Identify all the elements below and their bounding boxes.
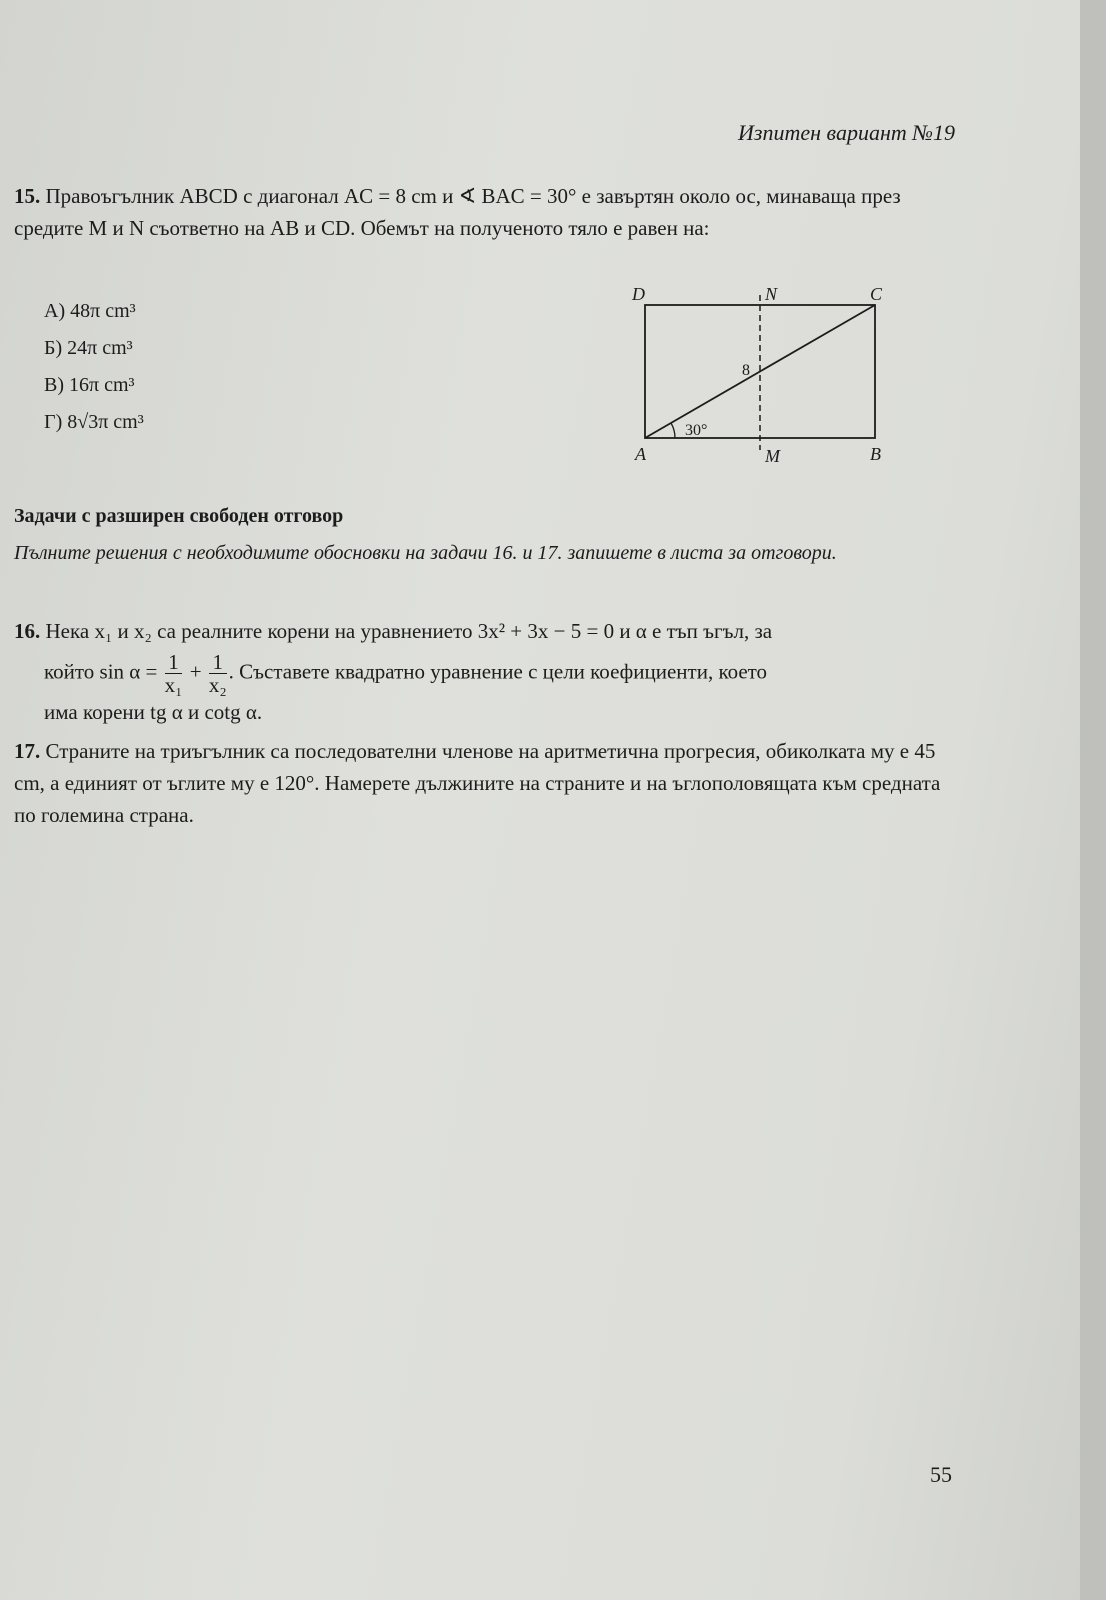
fraction	[209, 651, 227, 696]
option-b: Б) 24π cm³	[44, 337, 133, 359]
label-c: C	[870, 284, 883, 304]
numerator: 1	[212, 650, 223, 674]
label-d: D	[632, 284, 645, 304]
plus-sign: +	[184, 659, 207, 684]
diagonal-length-label: 8	[742, 362, 750, 379]
option-c: В) 16π cm³	[44, 374, 135, 396]
problem-line: има корени tg α и cotg α.	[44, 700, 263, 724]
angle-label: 30°	[685, 422, 708, 439]
problem-number: 16.	[14, 619, 41, 643]
problem-text: Правоъгълник ABCD с диагонал AC = 8 cm и ∢ BAC = 30° е завъртян около ос, минаваща през средите M и N съответно на AB и CD. Обемът на полученото тяло е равен на:	[14, 184, 901, 240]
label-n: N	[765, 284, 778, 304]
problem-text: Страните на триъгълник са последователни членове на аритметична прогресия, обиколката му е 45 cm, а единият от ъглите му е 120°. Намерете дължините на страните и на ъглополовящата към средната по големина страна.	[14, 739, 941, 827]
label-b: B	[870, 444, 881, 464]
page-header: Изпитен вариант №19	[738, 120, 955, 145]
label-m: M	[765, 446, 780, 466]
option-a: А) 48π cm³	[44, 300, 136, 322]
rectangle-figure	[620, 280, 910, 470]
label-a: A	[635, 444, 646, 464]
problem-line: Нека x₁ и x₂ са реалните корени на уравнението 3x² + 3x − 5 = 0 и α е тъп ъгъл, за	[45, 619, 773, 643]
problem-line: . Съставете квадратно уравнение с цели коефициенти, което	[228, 659, 768, 684]
option-d: Г) 8√3π cm³	[44, 411, 144, 433]
denominator: x₂	[208, 673, 227, 697]
problem-line: който sin α =	[44, 659, 163, 684]
problem-15	[14, 180, 959, 244]
numerator: 1	[168, 650, 179, 674]
page-number: 55	[930, 1462, 952, 1487]
problem-16	[14, 615, 959, 728]
problem-number: 15.	[14, 184, 41, 208]
problem-17	[14, 735, 959, 831]
section-title: Задачи с разширен свободен отговор	[14, 505, 344, 527]
section-instruction: Пълните решения с необходимите обосновки на задачи 16. и 17. запишете в листа за отговори.	[14, 542, 837, 564]
angle-arc	[671, 423, 675, 438]
page-edge	[1080, 0, 1106, 1600]
denominator: x₁	[164, 673, 183, 697]
problem-number: 17.	[14, 739, 41, 763]
fraction	[165, 651, 183, 696]
